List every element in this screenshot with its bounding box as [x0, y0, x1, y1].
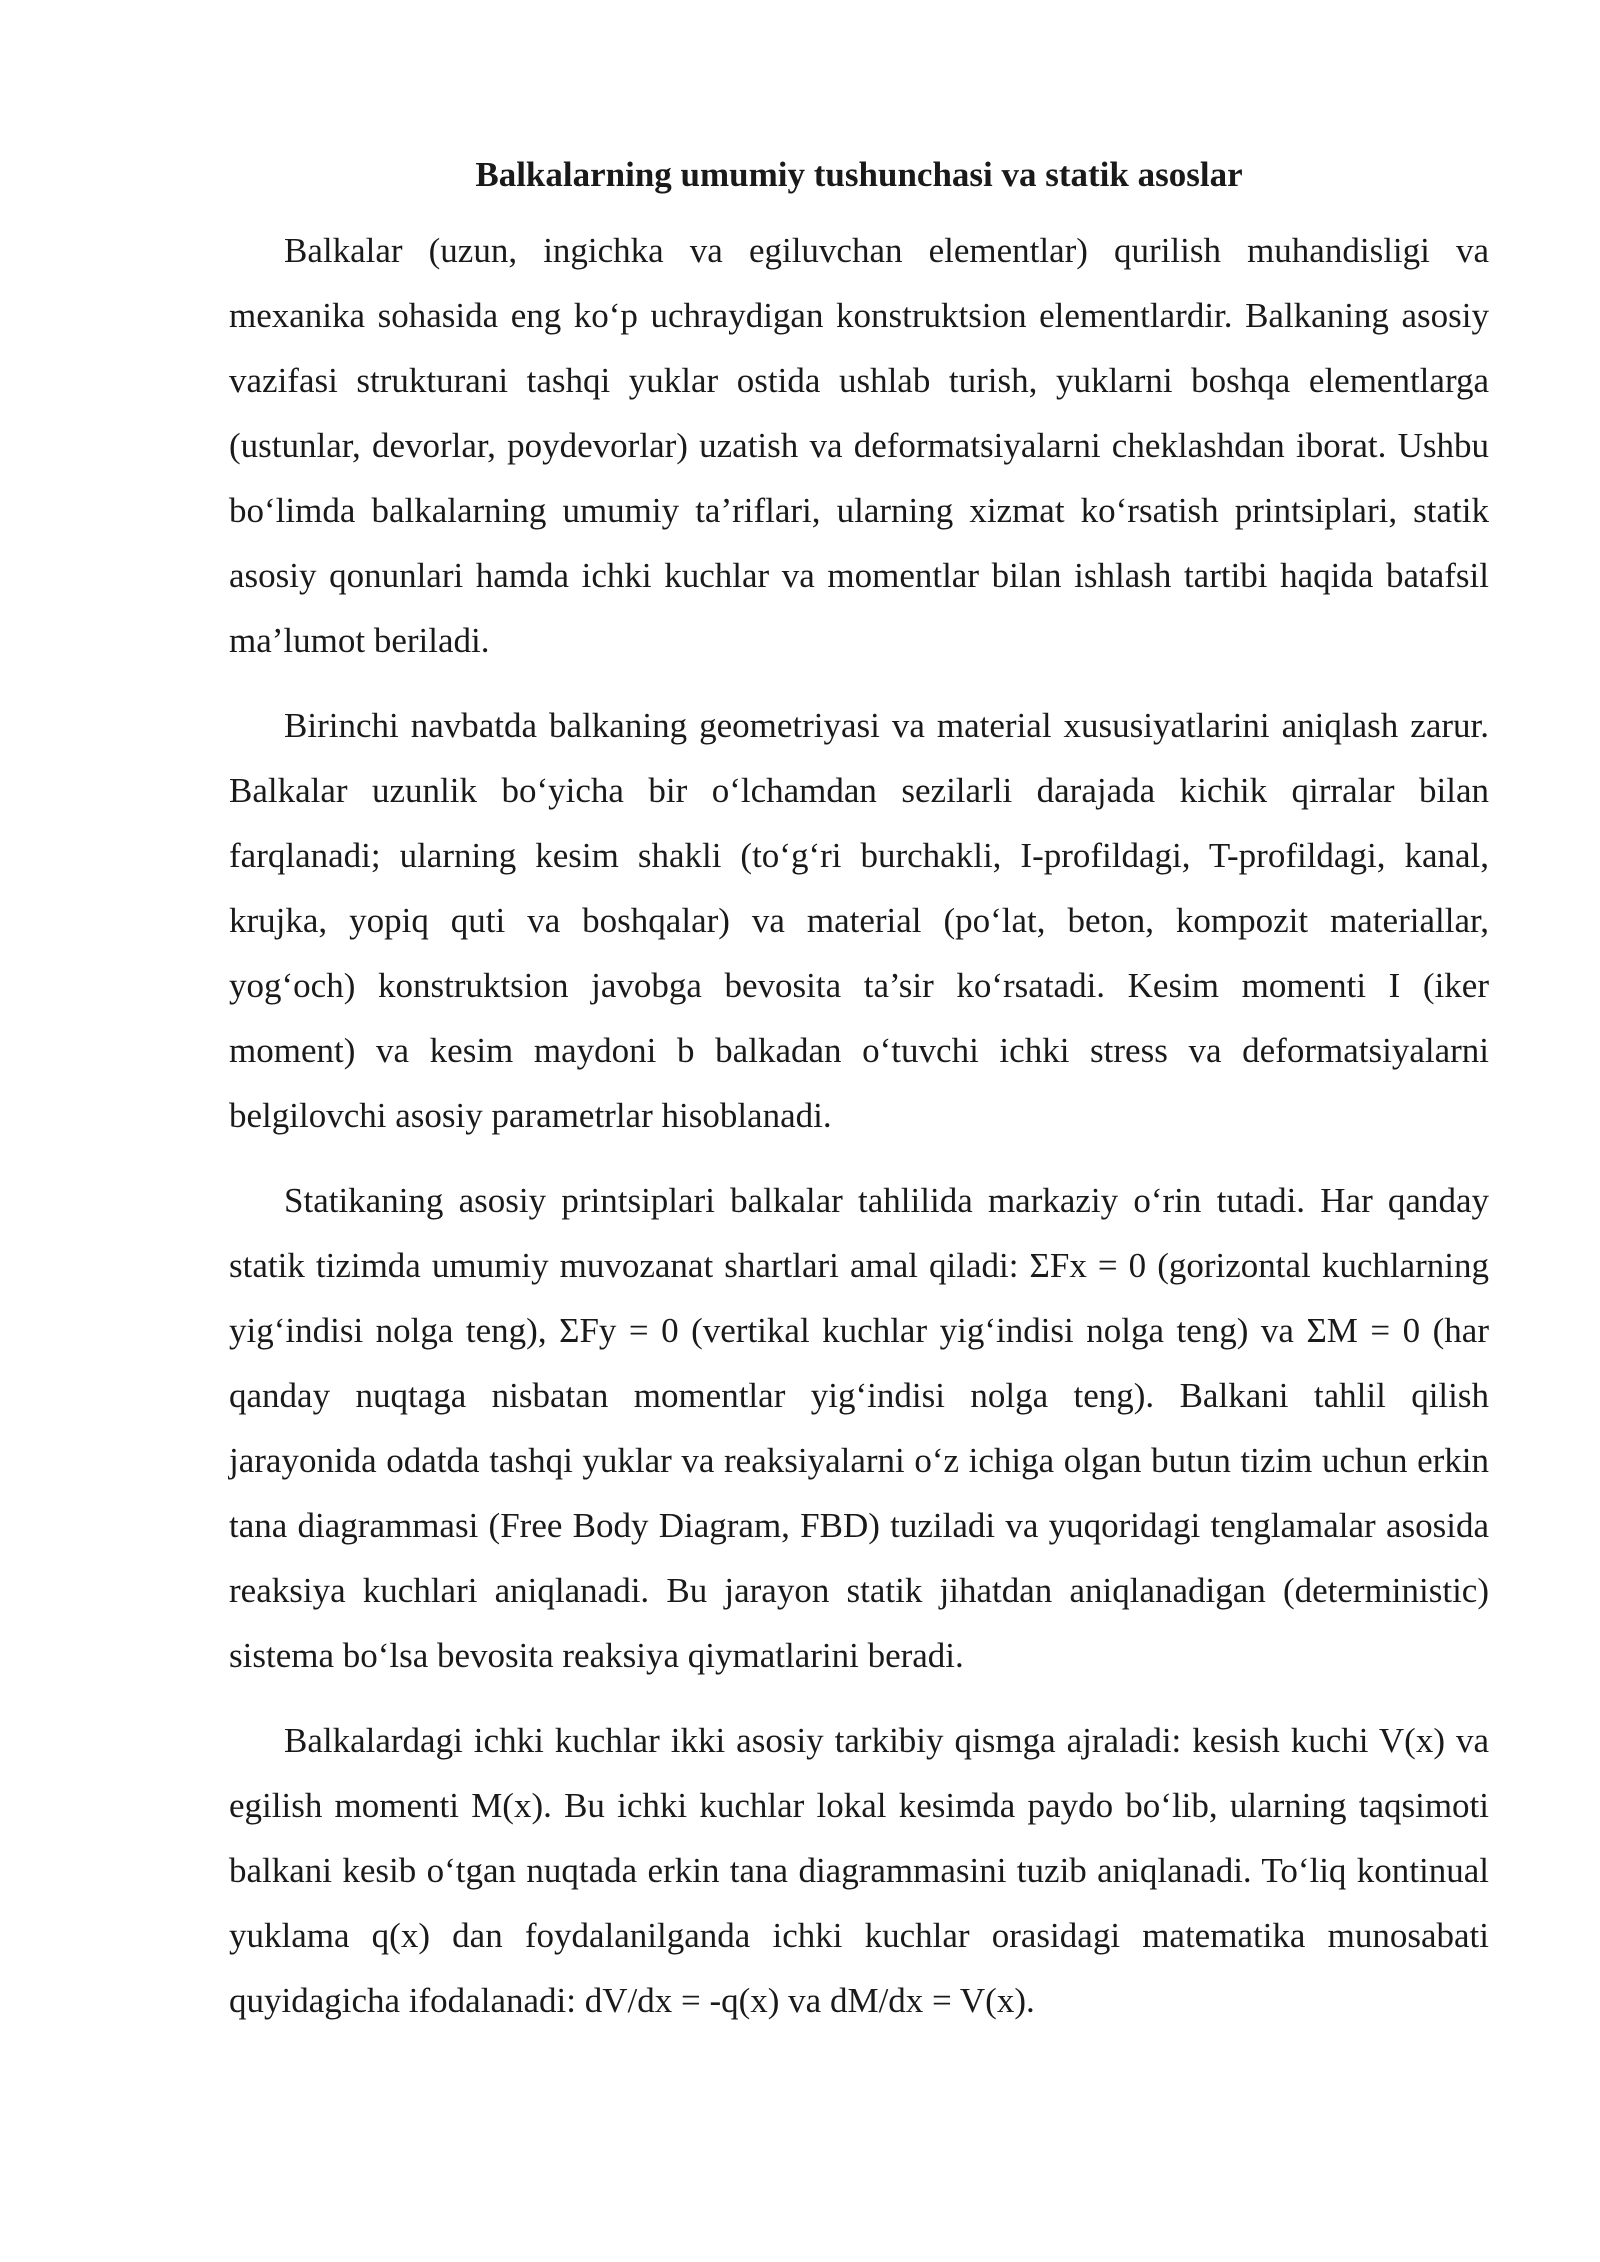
paragraph-geometry: Birinchi navbatda balkaning geometriyasi va material xususiyatlarini aniqlash zarur. Balkalar uzunlik bo‘yicha bir o‘lchamdan sezilarli darajada kichik qirralar bilan farqlanadi; ularning kesim shakli (to‘g‘ri burchakli, I-profildagi, T-profildagi, kanal, krujka, yopiq quti va boshqalar) va material (po‘lat, beton, kompozit materiallar, yog‘och) konstruktsion javobga bevosita ta’sir ko‘rsatadi. Kesim momenti I (iker moment) va kesim maydoni b balkadan o‘tuvchi ichki stress va deformatsiyalarni belgilovchi asosiy parametrlar hisoblanadi. [229, 706, 1489, 1135]
paragraph-statics: Statikaning asosiy printsiplari balkalar tahlilida markaziy o‘rin tutadi. Har qanday statik tizimda umumiy muvozanat shartlari amal qiladi: ΣFx = 0 (gorizontal kuchlarning yig‘indisi nolga teng), ΣFy = 0 (vertikal kuchlar yig‘indisi nolga teng) va ΣM = 0 (har qanday nuqtaga nisbatan momentlar yig‘indisi nolga teng). Balkani tahlil qilish jarayonida odatda tashqi yuklar va reaksiyalarni o‘z ichiga olgan butun tizim uchun erkin tana diagrammasi (Free Body Diagram, FBD) tuziladi va yuqoridagi tenglamalar asosida reaksiya kuchlari aniqlanadi. Bu jarayon statik jihatdan aniqlanadigan (deterministic) sistema bo‘lsa bevosita reaksiya qiymatlarini beradi. [229, 1181, 1489, 1675]
document-title: Balkalarning umumiy tushunchasi va statik asoslar [475, 155, 1243, 194]
document-page [229, 150, 1489, 2053]
paragraph-internal-forces: Balkalardagi ichki kuchlar ikki asosiy tarkibiy qismga ajraladi: kesish kuchi V(x) va egilish momenti M(x). Bu ichki kuchlar lokal kesimda paydo bo‘lib, ularning taqsimoti balkani kesib o‘tgan nuqtada erkin tana diagrammasini tuzib aniqlanadi. To‘liq kontinual yuklama q(x) dan foydalanilganda ichki kuchlar orasidagi matematika munosabati quyidagicha ifodalanadi: dV/dx = -q(x) va dM/dx = V(x). [229, 1721, 1489, 2020]
paragraph-intro: Balkalar (uzun, ingichka va egiluvchan elementlar) qurilish muhandisligi va mexanika sohasida eng ko‘p uchraydigan konstruktsion elementlardir. Balkaning asosiy vazifasi strukturani tashqi yuklar ostida ushlab turish, yuklarni boshqa elementlarga (ustunlar, devorlar, poydevorlar) uzatish va deformatsiyalarni cheklashdan iborat. Ushbu bo‘limda balkalarning umumiy ta’riflari, ularning xizmat ko‘rsatish printsiplari, statik asosiy qonunlari hamda ichki kuchlar va momentlar bilan ishlash tartibi haqida batafsil ma’lumot beriladi. [229, 231, 1489, 660]
